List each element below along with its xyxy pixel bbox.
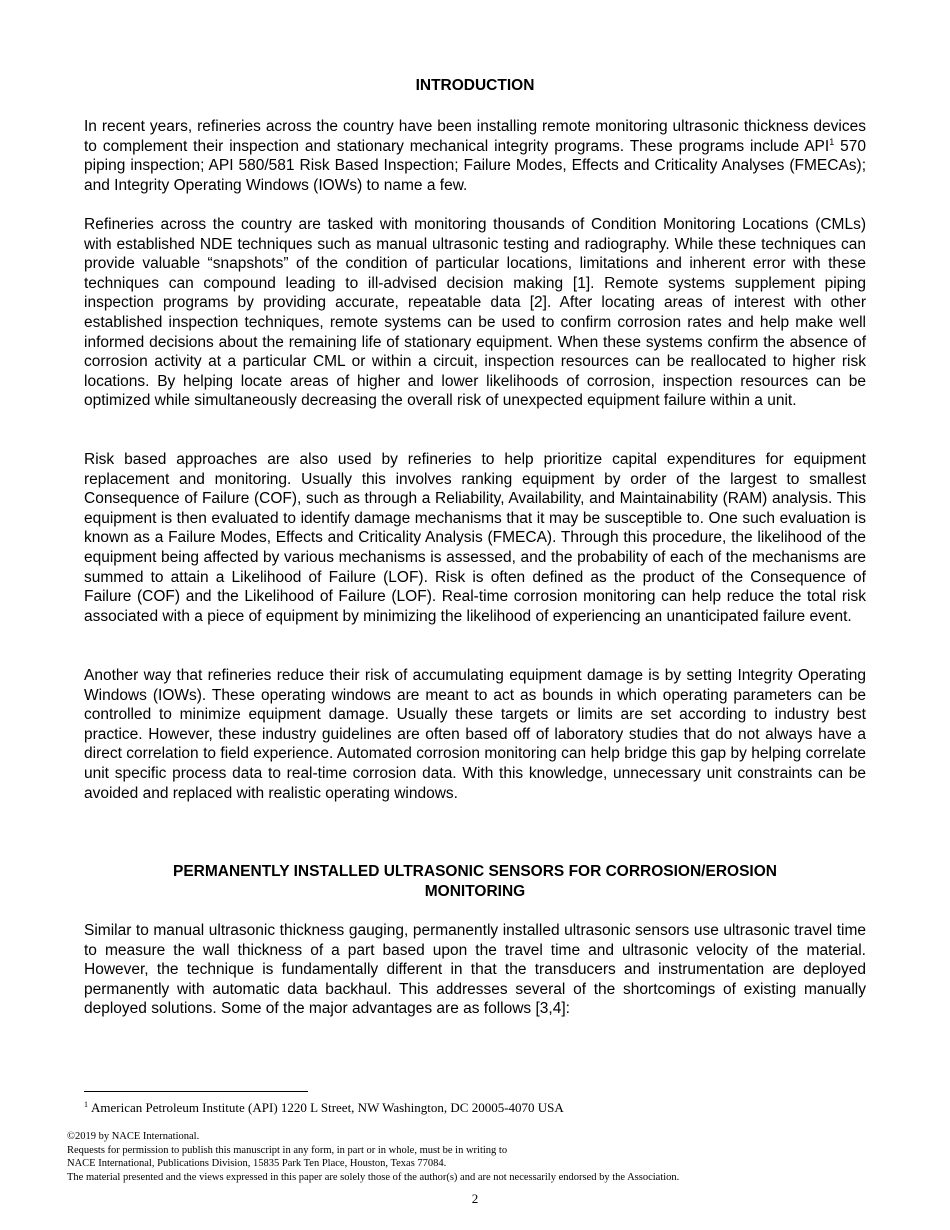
section-heading-sensors [84, 862, 866, 902]
footnote-divider [84, 1091, 308, 1092]
intro-paragraph-3: Risk based approaches are also used by refineries to help prioritize capital expenditures for equipment replacement and monitoring. Usually this involves ranking equipment by order of the largest to smallest Consequence of Failure (COF), such as through a Reliability, Availability, and Maintainability (RAM) analysis. This equipment is then evaluated to identify damage mechanisms that it may be susceptible to. One such evaluation is known as a Failure Modes, Effects and Criticality Analysis (FMECA). Through this procedure, the likelihood of the equipment being affected by various mechanisms is assessed, and the probability of each of the mechanisms are summed to attain a Likelihood of Failure (LOF). Risk is often defined as the product of the Consequence of Failure (COF) and the Likelihood of Failure (LOF). Real-time corrosion monitoring can help reduce the total risk associated with a piece of equipment by minimizing the likelihood of experiencing an unanticipated failure event. [84, 451, 866, 625]
intro-p1-text-a: In recent years, refineries across the country have been installing remote monitoring ultrasonic thickness devices to complement their inspection and stationary mechanical integrity programs. These programs include API [84, 118, 866, 155]
footnote-reference: 1 [829, 136, 835, 147]
page-number: 2 [471, 1191, 479, 1206]
copyright-line-4: The material presented and the views expressed in this paper are solely those of the author(s) and are not necessarily endorsed by the Association. [67, 1171, 680, 1183]
footnote [84, 1100, 866, 1116]
footnote-text: American Petroleum Institute (API) 1220 L Street, NW Washington, DC 20005-4070 USA [91, 1100, 564, 1115]
intro-p1-text-b: 570 piping inspection; API 580/581 Risk Based Inspection; Failure Modes, Effects and Criticality Analyses (FMECAs); and Integrity Operating Windows (IOWs) to name a few. [84, 137, 867, 194]
intro-paragraph-1 [84, 117, 866, 195]
copyright-line-3: NACE International, Publications Division, 15835 Park Ten Place, Houston, Texas 77084. [67, 1158, 447, 1170]
footnote-marker: 1 [84, 1099, 88, 1109]
section-heading-sensors-line-1: PERMANENTLY INSTALLED ULTRASONIC SENSORS FOR CORROSION/EROSION [173, 863, 777, 880]
intro-paragraph-2: Refineries across the country are tasked with monitoring thousands of Condition Monitoring Locations (CMLs) with established NDE techniques such as manual ultrasonic testing and radiography. While these techniques can provide valuable “snapshots” of the condition of particular locations, limitations and inherent error with these techniques can compound leading to ill-advised decision making [1]. Remote systems supplement piping inspection programs by providing accurate, repeatable data [2]. After locating areas of interest with other established inspection techniques, remote systems can be used to confirm corrosion rates and help make well informed decisions about the remaining life of stationary equipment. When these systems confirm the absence of corrosion activity at a particular CML or within a circuit, inspection resources can be reallocated to higher risk locations. By helping locate areas of higher and lower likelihoods of corrosion, inspection resources can be optimized while simultaneously decreasing the overall risk of unexpected equipment failure within a unit. [84, 216, 866, 410]
sensors-paragraph-1: Similar to manual ultrasonic thickness gauging, permanently installed ultrasonic sensors use ultrasonic travel time to measure the wall thickness of a part based upon the travel time and ultrasonic velocity of the material. However, the technique is fundamentally different in that the transducers and instrumentation are deployed permanently with automatic data backhaul. This addresses several of the shortcomings of existing manually deployed solutions. Some of the major advantages are as follows [3,4]: [84, 922, 866, 1018]
section-heading-introduction: INTRODUCTION [415, 77, 535, 94]
copyright-line-2: Requests for permission to publish this manuscript in any form, in part or in whole, must be in writing to [67, 1144, 508, 1156]
copyright-notice [67, 1130, 887, 1184]
intro-paragraph-4: Another way that refineries reduce their risk of accumulating equipment damage is by setting Integrity Operating Windows (IOWs). These operating windows are meant to act as bounds in which operating parameters can be controlled to minimize equipment damage. Usually these targets or limits are set according to industry best practice. However, these industry guidelines are often based off of laboratory studies that do not always have a direct correlation to field experience. Automated corrosion monitoring can help bridge this gap by helping correlate unit specific process data to real-time corrosion data. With this knowledge, unnecessary unit constraints can be avoided and replaced with realistic operating windows. [84, 667, 866, 802]
copyright-line-1: ©2019 by NACE International. [67, 1131, 200, 1142]
section-heading-sensors-line-2: MONITORING [424, 883, 526, 900]
